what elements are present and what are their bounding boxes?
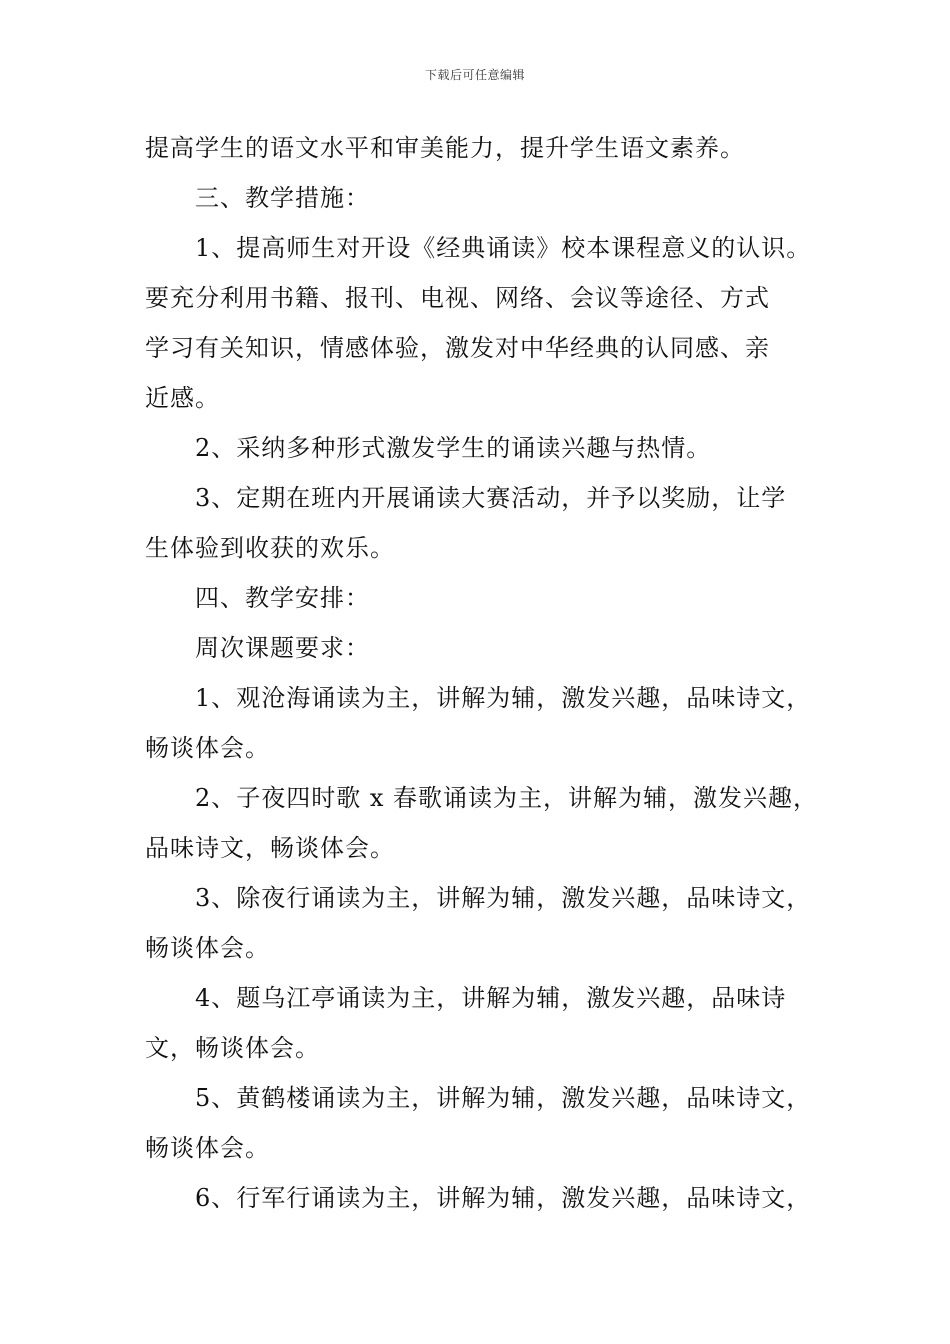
text-line: 提高学生的语文水平和审美能力，提升学生语文素养。 [145, 134, 745, 162]
text-line: 畅谈体会。 [145, 1134, 270, 1162]
text-line: 3、除夜行诵读为主，讲解为辅，激发兴趣，品味诗文， [195, 884, 812, 912]
text-line: 学习有关知识，情感体验，激发对中华经典的认同感、亲 [145, 334, 770, 362]
text-line: 2、子夜四时歌 x 春歌诵读为主，讲解为辅，激发兴趣， [195, 784, 819, 812]
document-body [145, 123, 825, 1223]
text-line: 近感。 [145, 384, 220, 412]
text-line: 周次课题要求： [195, 634, 370, 662]
text-line: 畅谈体会。 [145, 934, 270, 962]
text-line: 1、观沧海诵读为主，讲解为辅，激发兴趣，品味诗文， [195, 684, 812, 712]
page-header: 下载后可任意编辑 [424, 68, 525, 82]
text-line: 品味诗文，畅谈体会。 [145, 834, 395, 862]
text-line: 文，畅谈体会。 [145, 1034, 320, 1062]
text-line: 6、行军行诵读为主，讲解为辅，激发兴趣，品味诗文， [195, 1184, 812, 1212]
text-line: 5、黄鹤楼诵读为主，讲解为辅，激发兴趣，品味诗文， [195, 1084, 812, 1112]
text-line: 1、提高师生对开设《经典诵读》校本课程意义的认识。 [195, 234, 812, 262]
text-line: 生体验到收获的欢乐。 [145, 534, 395, 562]
text-line: 要充分利用书籍、报刊、电视、网络、会议等途径、方式 [145, 284, 770, 312]
text-line: 畅谈体会。 [145, 734, 270, 762]
text-line: 3、定期在班内开展诵读大赛活动，并予以奖励，让学 [195, 484, 787, 512]
text-line: 4、题乌江亭诵读为主，讲解为辅，激发兴趣，品味诗 [195, 984, 787, 1012]
section-heading: 四、教学安排： [195, 584, 370, 612]
text-line: 2、采纳多种形式激发学生的诵读兴趣与热情。 [195, 434, 712, 462]
section-heading: 三、教学措施： [195, 184, 370, 212]
